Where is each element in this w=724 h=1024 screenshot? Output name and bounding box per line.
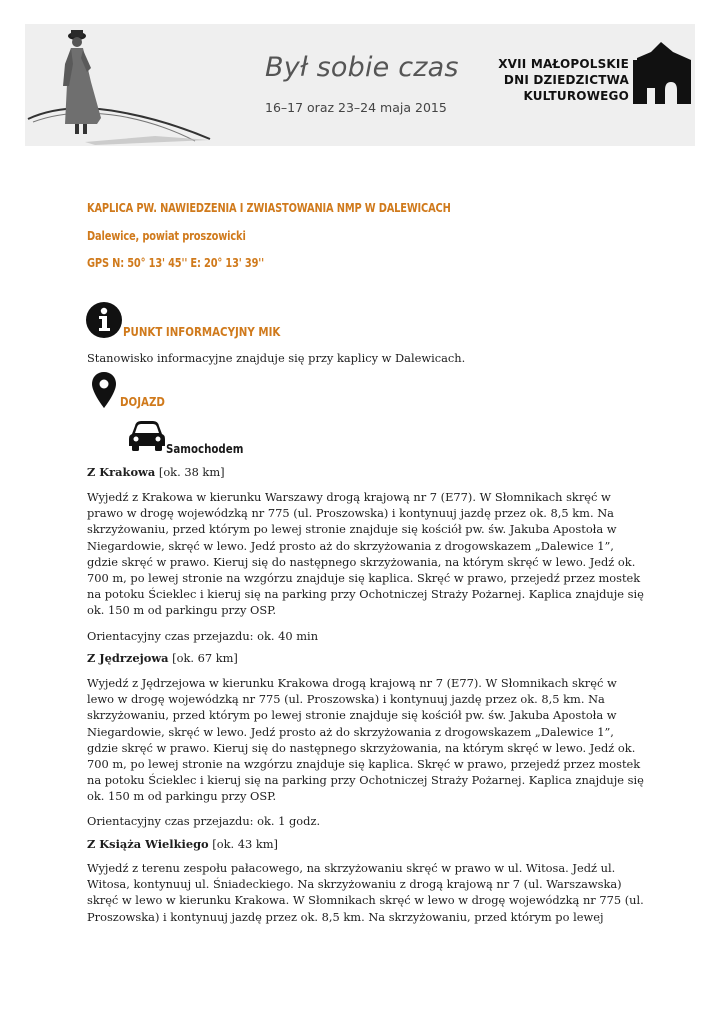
route-origin: Z Książa Wielkiego xyxy=(87,837,209,851)
route-distance: [ok. 38 km] xyxy=(158,465,225,479)
route-distance: [ok. 67 km] xyxy=(172,651,238,665)
route-title xyxy=(87,651,238,665)
map-pin-icon xyxy=(92,372,116,408)
festival-line: DNI DZIEDZICTWA xyxy=(503,73,629,87)
place-name: KAPLICA PW. NAWIEDZENIA I ZWIASTOWANIA NMP W DALEWICACH xyxy=(87,201,451,215)
festival-name xyxy=(498,56,629,104)
info-label: PUNKT INFORMACYJNY MIK xyxy=(123,324,281,339)
info-text: Stanowisko informacyjne znajduje się przy kaplicy w Dalewicach. xyxy=(87,351,466,365)
gps-coordinates: GPS N: 50° 13' 45'' E: 20° 13' 39'' xyxy=(87,256,264,270)
route-title xyxy=(87,465,225,479)
festival-line: KULTUROWEGO xyxy=(523,89,629,103)
place-location: Dalewice, powiat proszowicki xyxy=(87,229,246,243)
route-origin: Z Jędrzejowa xyxy=(87,651,169,665)
event-title: Był sobie czas xyxy=(265,52,459,83)
car-icon xyxy=(129,420,165,452)
info-icon xyxy=(86,302,122,338)
house-logo-icon xyxy=(633,42,695,106)
event-dates: 16–17 oraz 23–24 maja 2015 xyxy=(265,100,447,115)
route-description: Wyjedź z Jędrzejowa w kierunku Krakowa drogą krajową nr 7 (E77). W Słomnikach skręć w lewo w drogę wojewódzką nr 775 (ul. Proszowska) i kontynuuj jazdę przez ok. 8,5 km. Na skrzyżowaniu, przed którym po lewej stronie znajduje się kościół pw. św. Jakuba Apostoła w Niegardowie, skręć w lewo. Jedź prosto aż do skrzyżowania z drogowskazem „Dalewice 1”, gdzie skręć w prawo. Kieruj się do następnego skrzyżowania, na którym skręć w lewo. Jedź ok. 700 m, po lewej stronie na wzgórzu znajduje się kaplica. Skręć w prawo, przejedź przez mostek na potoku Ścieklec i kieruj się na parking przy Ochotniczej Straży Pożarnej. Kaplica znajduje się ok. 150 m od parkingu przy OSP. xyxy=(87,676,644,804)
festival-line: XVII MAŁOPOLSKIE xyxy=(498,57,629,71)
route-description: Wyjedź z terenu zespołu pałacowego, na skrzyżowaniu skręć w prawo w ul. Witosa. Jedź ul. Witosa, kontynuuj ul. Śniadeckiego. Na skrzyżowaniu z drogą krajową nr 7 (ul. Warszawska) skręć w lewo w kierunku Krakowa. W Słomnikach skręć w lewo w drogę wojewódzką nr 775 (ul. Proszowska) i kontynuuj jazdę przez ok. 8,5 km. Na skrzyżowaniu, przed którym po lewej xyxy=(87,861,644,924)
header-banner xyxy=(25,24,695,146)
route-description: Wyjedź z Krakowa w kierunku Warszawy drogą krajową nr 7 (E77). W Słomnikach skręć w prawo w drogę wojewódzką nr 775 (ul. Proszowska) i kontynuuj jazdę przez ok. 8,5 km. Na skrzyżowaniu, przed którym po lewej stronie znajduje się kościół pw. św. Jakuba Apostoła w Niegardowie, skręć w lewo. Jedź prosto aż do skrzyżowania z drogowskazem „Dalewice 1”, gdzie skręć w prawo. Kieruj się do następnego skrzyżowania, na którym skręć w lewo. Jedź ok. 700 m, po lewej stronie na wzgórzu znajduje się kaplica. Skręć w prawo, przejedź przez mostek na potoku Ścieklec i kieruj się na parking przy Ochotniczej Straży Pożarnej. Kaplica znajduje się ok. 150 m od parkingu przy OSP. xyxy=(87,490,644,618)
route-time: Orientacyjny czas przejazdu: ok. 40 min xyxy=(87,629,319,643)
route-title xyxy=(87,837,278,851)
man-figure-illustration xyxy=(25,24,225,146)
route-distance: [ok. 43 km] xyxy=(212,837,278,851)
route-origin: Z Krakowa xyxy=(87,465,156,479)
route-time: Orientacyjny czas przejazdu: ok. 1 godz. xyxy=(87,814,321,828)
access-label: DOJAZD xyxy=(120,394,165,409)
car-label: Samochodem xyxy=(166,441,244,456)
